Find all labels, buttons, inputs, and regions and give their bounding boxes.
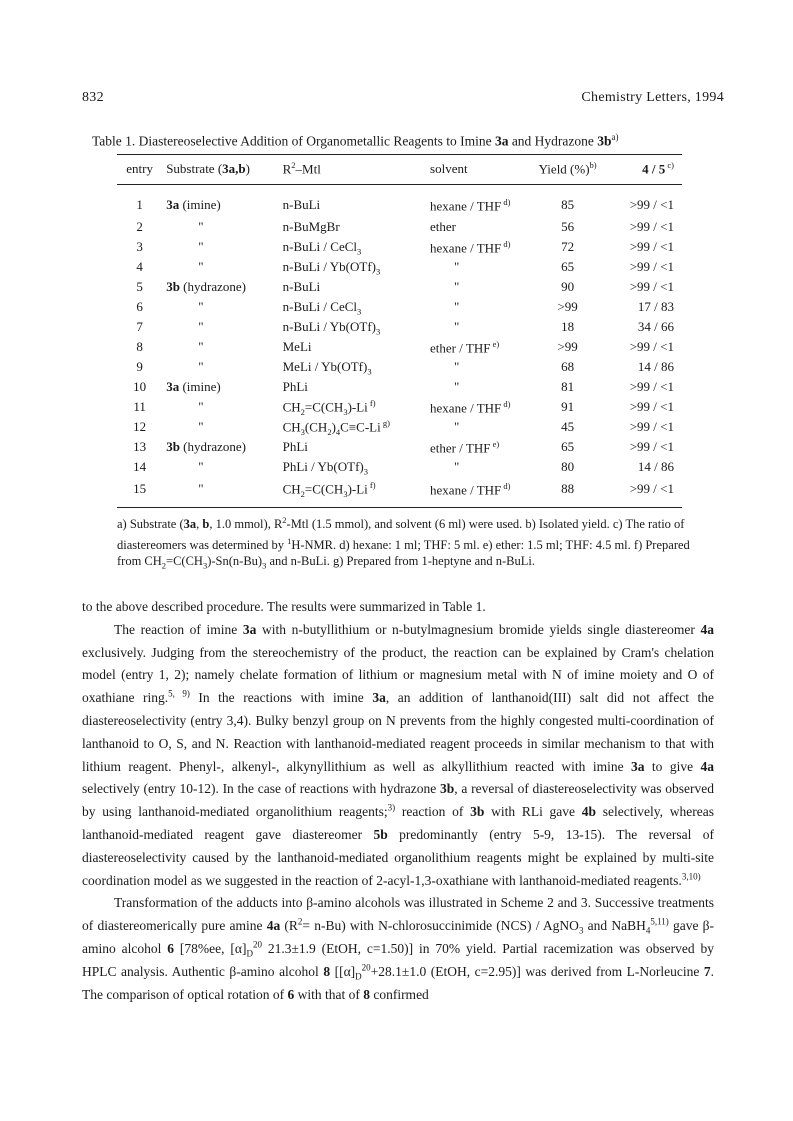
cell-entry: 13 [133, 439, 147, 455]
cell-yield: 85 [561, 197, 575, 213]
reagent-part: CH [282, 399, 301, 415]
reagent-part: MeLi [282, 339, 312, 355]
solvent-note: e) [490, 438, 500, 449]
reagent-part: PhLi / Yb(OTf) [282, 458, 364, 474]
cell-substrate-ditto: " [198, 419, 204, 435]
fn-sup: 2 [282, 515, 287, 525]
fn-sub: 2 [161, 560, 167, 571]
table-footnotes [117, 512, 695, 574]
p1-text: with RLi gave [484, 804, 582, 820]
reagent-part: 3 [343, 406, 348, 417]
col-substrate-bold: 3a,b [222, 160, 246, 176]
cell-substrate-ditto: " [198, 259, 204, 275]
p2-text: 21.3±1.9 (EtOH, c=1.50)] in 70% yield. Partial racemization was observed by HPLC analysis. Authentic β-amino alcohol [82, 940, 714, 979]
cell-ratio: 34 / 66 [637, 319, 674, 335]
reagent-part: n-BuLi [282, 197, 321, 213]
solvent-note: d) [501, 398, 511, 409]
table-row [117, 457, 682, 477]
cell-ratio: >99 / <1 [629, 399, 674, 415]
reagent-part: f) [367, 479, 376, 490]
cell-solvent-ditto: " [454, 419, 460, 435]
fn-sub: 3 [202, 560, 208, 571]
fn-a: a) Substrate ( [117, 517, 184, 532]
cell-ratio: >99 / <1 [629, 259, 674, 275]
table-row [117, 397, 682, 417]
p1-bold: 4a [700, 621, 714, 637]
reagent-part: n-BuLi / Yb(OTf) [282, 318, 376, 334]
col-yield [530, 155, 605, 185]
cell-yield: >99 [557, 339, 578, 355]
cell-ratio: >99 / <1 [629, 197, 674, 213]
reagent-part: CH [282, 419, 301, 435]
cell-entry: 12 [133, 419, 147, 435]
reagent-part: (CH [304, 419, 328, 435]
p2-text: +28.1±1.0 (EtOH, c=2.95)] was derived from L-Norleucine [370, 963, 704, 979]
p1-text: In the reactions with imine [189, 690, 373, 706]
p1-ref: 5, 9) [168, 688, 190, 699]
fn-text: )-Sn(n-Bu) [207, 554, 263, 569]
cell-substrate-ditto: " [198, 219, 204, 235]
table-row [117, 357, 682, 377]
cell-solvent [426, 397, 530, 417]
col-entry: entry [126, 160, 153, 176]
cell-yield: 88 [561, 481, 575, 497]
page-header [82, 90, 724, 110]
p2-text: confirmed [369, 986, 429, 1002]
fn-bold: 3a [183, 517, 197, 532]
solvent-text: hexane / THF [430, 481, 502, 497]
p2-text: gave β-amino alcohol [82, 918, 714, 956]
p1-text: selectively, whereas lanthanoid-mediated reagent gave diastereomer [82, 804, 714, 842]
p1-ref: 3,10) [681, 871, 701, 882]
p2-bold: 7 [703, 963, 711, 979]
cell-entry: 5 [136, 279, 143, 295]
p1-text: with n-butyllithium or n-butylmagnesium bromide yields single diastereomer [256, 621, 701, 637]
table-row [117, 477, 682, 508]
p1-bold: 4a [700, 758, 715, 774]
reagent-part: 3 [357, 306, 362, 317]
p1-text: reaction of [395, 804, 471, 820]
col-reagent-base: R [282, 161, 292, 177]
col-reagent-sup: 2 [291, 160, 296, 170]
cell-yield: 91 [561, 399, 575, 415]
cell-solvent [426, 185, 530, 218]
cell-ratio: >99 / <1 [629, 481, 674, 497]
cell-reagent [279, 257, 426, 277]
p2-bold: 6 [287, 986, 295, 1002]
p2-bold: 4a [266, 918, 281, 934]
reagent-part: n-BuLi / Yb(OTf) [282, 258, 376, 274]
reagent-part: 3 [343, 488, 348, 499]
col-solvent: solvent [430, 160, 468, 176]
cell-entry: 6 [136, 299, 143, 315]
cell-ratio: >99 / <1 [629, 279, 674, 295]
cell-yield: 45 [561, 419, 575, 435]
col-substrate [162, 155, 278, 185]
cell-reagent [279, 237, 426, 257]
reagent-part: =C(CH [304, 399, 344, 415]
solvent-text: ether / THF [430, 339, 491, 355]
table-row [117, 317, 682, 337]
fn-text: =C(CH [166, 554, 203, 569]
cell-yield: 56 [561, 219, 575, 235]
cell-solvent-ditto: " [454, 259, 460, 275]
cell-substrate [162, 185, 278, 218]
table-row [117, 237, 682, 257]
cell-solvent [426, 477, 530, 508]
reagent-part: 3 [363, 466, 368, 477]
cell-reagent [279, 397, 426, 417]
cell-substrate-ditto: " [198, 459, 204, 475]
reagent-part: 3 [376, 326, 381, 337]
table-row [117, 217, 682, 237]
paragraph-1 [82, 619, 714, 893]
cell-ratio: 14 / 86 [637, 459, 674, 475]
solvent-note: e) [490, 338, 500, 349]
fn-text: -Mtl (1.5 mmol), and solvent (6 ml) were used. b) Isolated yield. c) The ratio of diastereomers was determined by [117, 517, 685, 552]
reagent-part: 3 [376, 266, 381, 277]
cell-reagent [279, 277, 426, 297]
cell-reagent [279, 297, 426, 317]
cell-entry: 1 [136, 197, 143, 213]
p1-bold: 3b [439, 781, 455, 797]
cell-yield: >99 [557, 299, 578, 315]
solvent-text: hexane / THF [430, 197, 502, 213]
cell-substrate [162, 437, 278, 457]
cell-ratio: 17 / 83 [637, 299, 674, 315]
table-row [117, 185, 682, 218]
p1-text: , an addition of lanthanoid(III) salt did not affect the diastereoselectivity (entry 3,4). Bulky benzyl group on N prevents from the highly congested multi-coordination of lanthanoid to O, S, and N. Reaction with lanthanoid-mediated reagent proceeds in similar mechanism to that with lithium reagent. Phenyl-, alkenyl-, alkynyllithium as well as alkyllithium reacted with imine [82, 690, 714, 774]
cell-yield: 65 [561, 439, 575, 455]
p1-bold: 3a [372, 690, 386, 706]
reagent-part: 2 [327, 426, 332, 437]
solvent-note: d) [501, 480, 511, 491]
reagent-part: g) [380, 417, 390, 428]
solvent-note: d) [501, 196, 511, 207]
p2-sub: 4 [645, 925, 651, 936]
table-body [117, 185, 682, 508]
reagent-part: C≡C-Li [340, 419, 381, 435]
substrate-id: 3b [166, 439, 180, 455]
p2-text: Transformation of the adducts into β-amino alcohols was illustrated in Scheme 2 and 3. Successive treatments of diastereomerically pure amine [82, 895, 714, 934]
cell-entry: 14 [133, 459, 147, 475]
reagent-part: n-BuLi [282, 279, 321, 295]
cell-substrate-ditto: " [198, 239, 204, 255]
col-ratio-label: 4 / 5 [642, 161, 666, 177]
p1-bold: 5b [373, 826, 388, 842]
cell-reagent [279, 337, 426, 357]
cell-reagent [279, 357, 426, 377]
fn-text: and n-BuLi. g) Prepared from 1-heptyne and n-BuLi. [266, 554, 536, 569]
reagent-part: )-Li [347, 481, 368, 497]
reagent-part: )-Li [347, 399, 368, 415]
cell-substrate [162, 377, 278, 397]
cell-yield: 18 [561, 319, 575, 335]
col-yield-sup: b) [589, 160, 597, 170]
p2-text: and NaBH [583, 918, 646, 934]
p2-sub: D [246, 948, 253, 959]
p2-bold: 6 [167, 940, 175, 956]
col-reagent-tail: –Mtl [295, 161, 321, 177]
p2-text: . The comparison of optical rotation of [82, 963, 714, 1002]
fn-text: , [196, 517, 203, 532]
p1-ref: 3) [387, 802, 396, 813]
cell-substrate-ditto: " [198, 359, 204, 375]
p1-bold: 3b [470, 804, 485, 820]
solvent-text: ether / THF [430, 439, 491, 455]
col-substrate-close: ) [245, 160, 250, 176]
substrate-id: 3a [166, 197, 180, 213]
caption-text: Table 1. Diastereoselective Addition of Organometallic Reagents to Imine [92, 133, 495, 149]
substrate-id: 3b [166, 279, 180, 295]
reagent-part: f) [367, 397, 376, 408]
journal-title: Chemistry Letters, 1994 [581, 90, 724, 105]
p1-text: predominantly (entry 5-9, 13-15). The reversal of diastereoselectivity caused by the lanthanoid-mediated organolithium reagents might be explained by multi-site coordination model as we suggested in the reaction of 2-acyl-1,3-oxathiane with lanthanoid-mediated reagents. [82, 826, 714, 888]
cell-solvent-ditto: " [454, 459, 460, 475]
p1-bold: 3a [242, 621, 257, 637]
p1-text: The reaction of imine [114, 621, 243, 637]
cell-ratio: >99 / <1 [629, 239, 674, 255]
cell-substrate [162, 277, 278, 297]
fn-text: H-NMR. d) hexane: 1 ml; THF: 5 ml. e) ether: 1.5 ml; THF: 4.5 ml. f) Prepared from CH [117, 537, 690, 569]
cell-substrate-ditto: " [198, 399, 204, 415]
p1-text: exclusively. Judging from the stereochemistry of the product, the reaction can be explained by Cram's chelation model (entry 1, 2); namely chelate formation of lithium or magnesium metal with N of imine moiety and O of oxathiane ring. [82, 644, 714, 706]
p1-text: , a reversal of diastereoselectivity was observed by using lanthanoid-mediated organolithium reagents; [82, 781, 714, 820]
cell-entry: 3 [136, 239, 143, 255]
cell-reagent [279, 457, 426, 477]
reagent-part: 2 [300, 488, 305, 499]
table-header [117, 155, 682, 185]
p2-text: [[α] [330, 963, 356, 979]
cell-entry: 4 [136, 259, 143, 275]
cell-yield: 80 [561, 459, 575, 475]
cell-entry: 11 [133, 399, 146, 415]
cell-substrate-ditto: " [198, 299, 204, 315]
cell-solvent [426, 437, 530, 457]
cell-entry: 15 [133, 481, 147, 497]
fn-bold: b [202, 517, 210, 532]
table-row [117, 257, 682, 277]
results-table [117, 154, 682, 508]
col-yield-label: Yield (%) [538, 161, 590, 177]
table-caption [92, 132, 712, 150]
cell-ratio: >99 / <1 [629, 339, 674, 355]
p2-sup: 20 [361, 962, 371, 973]
reagent-part: MeLi / Yb(OTf) [282, 358, 368, 374]
cell-reagent [279, 477, 426, 508]
p2-sup: 2 [297, 916, 303, 927]
reagent-part: n-BuLi / CeCl [282, 238, 357, 254]
cell-yield: 90 [561, 279, 575, 295]
col-ratio [605, 155, 682, 185]
cell-solvent [426, 337, 530, 357]
fn-sub: 3 [262, 560, 267, 571]
p2-sub: 3 [578, 925, 584, 936]
reagent-part: 3 [300, 426, 305, 437]
cell-entry: 9 [136, 359, 143, 375]
p2-sub: D [355, 971, 362, 982]
p2-bold: 8 [363, 986, 370, 1002]
solvent-text: hexane / THF [430, 399, 502, 415]
solvent-note: d) [501, 238, 511, 249]
caption-imine: 3a [494, 133, 509, 149]
col-substrate-label: Substrate ( [166, 160, 223, 176]
cell-substrate-ditto: " [198, 481, 204, 497]
reagent-part: 2 [300, 406, 305, 417]
reagent-part: n-BuLi / CeCl [282, 298, 357, 314]
cell-ratio: >99 / <1 [629, 419, 674, 435]
fn-text: , 1.0 mmol), R [209, 517, 283, 532]
caption-text-mid: and Hydrazone [508, 133, 598, 149]
cell-solvent [426, 237, 530, 257]
cell-solvent-ditto: " [454, 359, 460, 375]
cell-solvent [426, 217, 530, 237]
substrate-type: (imine) [179, 197, 221, 213]
cell-yield: 68 [561, 359, 575, 375]
col-reagent [279, 155, 426, 185]
p2-sup: 20 [252, 939, 262, 950]
col-ratio-sup: c) [665, 160, 674, 170]
reagent-part: CH [282, 481, 301, 497]
table-row [117, 297, 682, 317]
p2-text: = n-Bu) with N-chlorosuccinimide (NCS) / AgNO [302, 918, 579, 934]
p1-bold: 4b [581, 804, 597, 820]
paragraph-0: to the above described procedure. The results were summarized in Table 1. [82, 599, 486, 614]
substrate-type: (imine) [179, 379, 221, 395]
table-row [117, 417, 682, 437]
cell-yield: 81 [561, 379, 575, 395]
cell-ratio: >99 / <1 [629, 219, 674, 235]
table-row [117, 437, 682, 457]
paragraph-2 [82, 892, 714, 1006]
reagent-part: 3 [357, 246, 362, 257]
cell-solvent-ditto: " [454, 299, 460, 315]
reagent-part: PhLi [282, 439, 308, 455]
p2-ref: 5,11) [650, 916, 669, 927]
reagent-part: ) [331, 419, 336, 435]
cell-solvent-ditto: " [454, 379, 460, 395]
table-row [117, 277, 682, 297]
cell-reagent [279, 217, 426, 237]
p2-text: with that of [294, 986, 364, 1002]
caption-hydrazone: 3b [597, 133, 612, 149]
cell-ratio: >99 / <1 [629, 379, 674, 395]
cell-reagent [279, 317, 426, 337]
substrate-type: (hydrazone) [179, 279, 246, 295]
cell-entry: 8 [136, 339, 143, 355]
p1-text: selectively (entry 10-12). In the case of reactions with hydrazone [82, 781, 440, 797]
cell-entry: 2 [136, 219, 143, 235]
reagent-part: 3 [367, 366, 372, 377]
p2-text: [78%ee, [α] [174, 940, 247, 956]
cell-yield: 72 [561, 239, 575, 255]
header-row [117, 155, 682, 185]
cell-solvent-ditto: " [454, 279, 460, 295]
cell-entry: 10 [133, 379, 147, 395]
fn-sup: 1 [287, 535, 292, 546]
cell-ratio: 14 / 86 [637, 359, 674, 375]
cell-yield: 65 [561, 259, 575, 275]
cell-substrate-ditto: " [198, 319, 204, 335]
page-number: 832 [82, 90, 104, 105]
substrate-id: 3a [166, 379, 180, 395]
reagent-part: PhLi [282, 379, 308, 395]
caption-footnote-mark: a) [611, 132, 619, 142]
body-text [82, 596, 714, 1006]
p1-bold: 3a [631, 758, 645, 774]
reagent-part: =C(CH [304, 481, 344, 497]
p2-bold: 8 [323, 963, 331, 979]
table-row [117, 337, 682, 357]
cell-entry: 7 [136, 319, 143, 335]
table-row [117, 377, 682, 397]
solvent-text: ether [430, 219, 457, 235]
substrate-type: (hydrazone) [179, 439, 246, 455]
reagent-part: n-BuMgBr [282, 219, 340, 235]
cell-reagent [279, 185, 426, 218]
p1-text: to give [644, 758, 701, 774]
cell-reagent [279, 417, 426, 437]
cell-ratio: >99 / <1 [629, 439, 674, 455]
cell-reagent [279, 437, 426, 457]
solvent-text: hexane / THF [430, 239, 502, 255]
reagent-part: 4 [335, 426, 341, 437]
cell-substrate-ditto: " [198, 339, 204, 355]
cell-solvent-ditto: " [454, 319, 460, 335]
p2-text: (R [280, 918, 298, 934]
cell-reagent [279, 377, 426, 397]
